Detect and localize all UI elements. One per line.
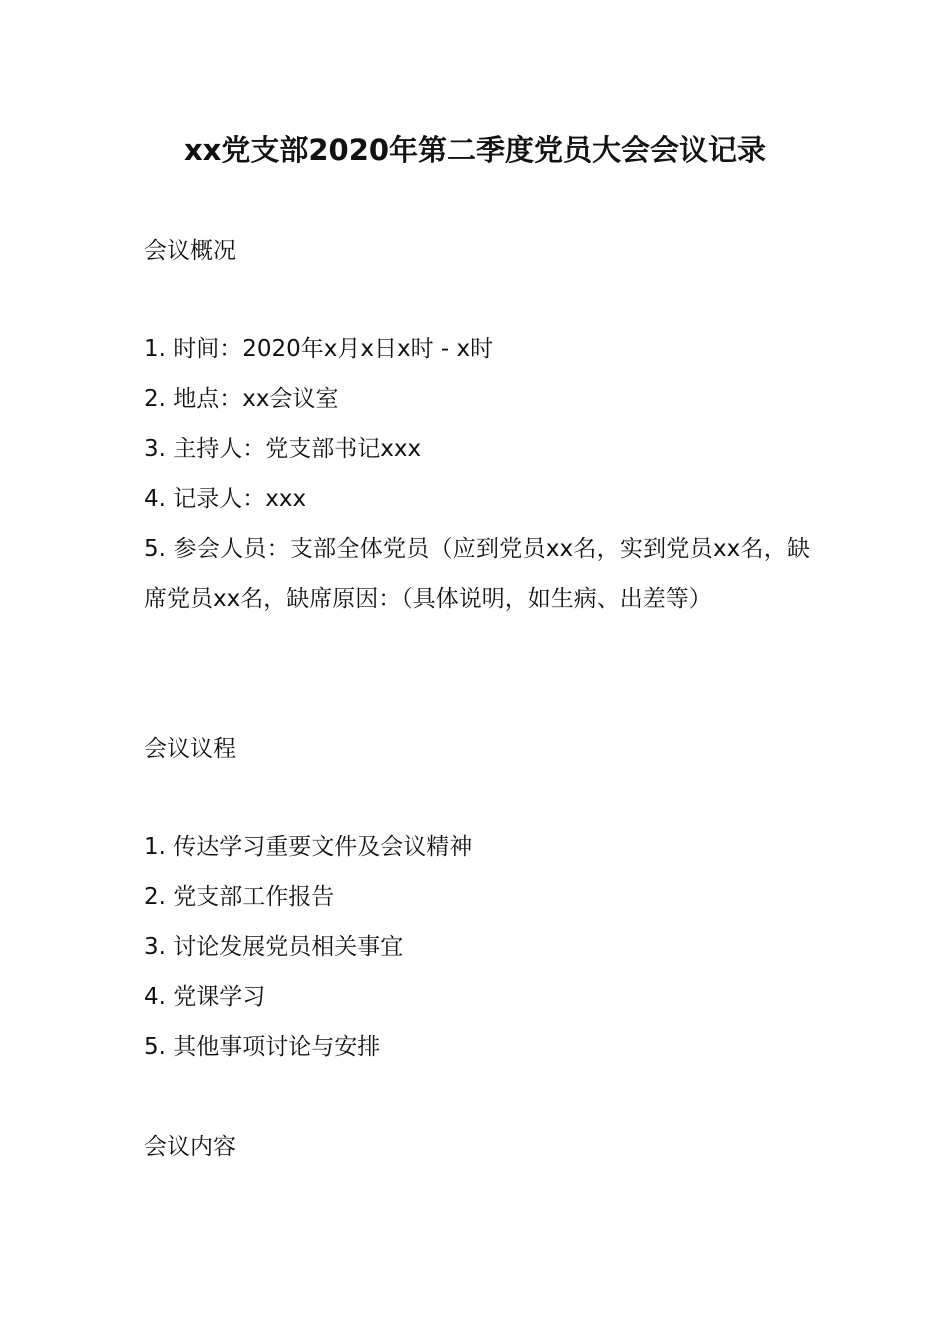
overview-item-host: 3. 主持人：党支部书记xxx bbox=[144, 436, 422, 462]
agenda-item: 2. 党支部工作报告 bbox=[144, 884, 335, 910]
document-title: xx党支部2020年第二季度党员大会会议记录 bbox=[183, 133, 767, 167]
agenda-item: 5. 其他事项讨论与安排 bbox=[144, 1034, 381, 1060]
overview-item-recorder: 4. 记录人：xxx bbox=[144, 486, 307, 512]
agenda-item: 3. 讨论发展党员相关事宜 bbox=[144, 934, 404, 960]
section-heading-content: 会议内容 bbox=[144, 1134, 236, 1160]
section-heading-agenda: 会议议程 bbox=[144, 736, 236, 762]
agenda-item: 1. 传达学习重要文件及会议精神 bbox=[144, 834, 473, 860]
overview-item-attendees: 5. 参会人员：支部全体党员（应到党员xx名，实到党员xx名，缺席党员xx名，缺席原因：（具体说明，如生病、出差等） bbox=[144, 536, 810, 612]
section-heading-overview: 会议概况 bbox=[144, 238, 236, 264]
overview-item-location: 2. 地点：xx会议室 bbox=[144, 386, 339, 412]
agenda-item: 4. 党课学习 bbox=[144, 984, 266, 1010]
overview-item-time: 1. 时间：2020年x月x日x时 - x时 bbox=[144, 336, 494, 362]
